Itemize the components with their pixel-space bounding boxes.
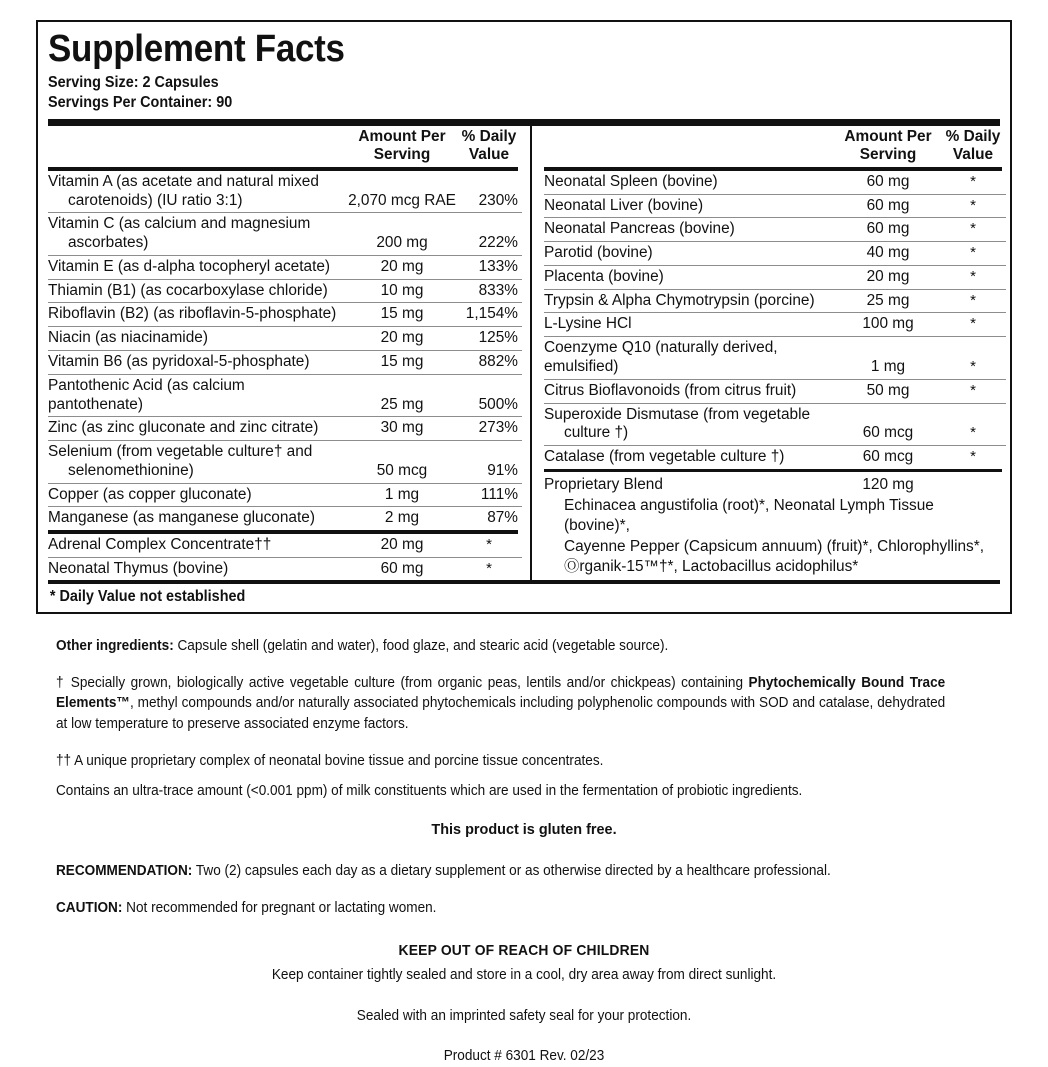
right-nutrient-rows: [544, 171, 1006, 469]
column-divider-space: [532, 126, 544, 581]
table-row: [544, 171, 1006, 194]
nutrient-amount: 20 mg: [866, 267, 910, 285]
table-row: [544, 266, 1006, 289]
storage-instructions: Keep container tightly sealed and store in a cool, dry area away from direct sunlight.: [271, 966, 777, 983]
footnotes-section: [56, 636, 992, 1067]
right-nutrient-column: [544, 126, 1002, 581]
nutrient-amount: 50 mcg: [376, 461, 428, 479]
caution-label: CAUTION:: [56, 900, 123, 917]
dagger-bold-term: Phytochemically Bound Trace Elements™: [56, 674, 946, 712]
nutrient-name: Vitamin E (as d-alpha tocopheryl acetate): [48, 257, 331, 275]
nutrient-amount: 10 mg: [380, 281, 424, 299]
table-row: [544, 290, 1006, 313]
proprietary-blend-name: Proprietary Blend: [544, 476, 663, 494]
left-nutrient-column: [48, 126, 518, 581]
gluten-free-statement: This product is gluten free.: [431, 821, 617, 839]
nutrient-amount: 2 mg: [384, 509, 420, 527]
nutrient-name: Coenzyme Q10 (naturally derived, emulsified): [544, 339, 778, 375]
other-ingredients-text: Capsule shell (gelatin and water), food glaze, and stearic acid (vegetable source).: [173, 638, 669, 654]
table-row: [48, 484, 522, 507]
nutrient-name: Zinc (as zinc gluconate and zinc citrate): [48, 419, 319, 437]
nutrient-daily-value: *: [970, 196, 976, 214]
nutrient-daily-value: 125%: [478, 329, 518, 347]
milk-note: Contains an ultra-trace amount (<0.001 ppm) of milk constituents which are used in the fermentation of probiotic ingredients.: [56, 782, 803, 799]
caution: [56, 898, 945, 919]
serving-size: Serving Size: 2 Capsules: [48, 73, 219, 91]
table-row: [48, 327, 522, 350]
table-row: [48, 171, 522, 213]
table-row: [48, 213, 522, 255]
nutrient-amount: 2,070 mcg RAE: [348, 191, 456, 209]
product-revision: Product # 6301 Rev. 02/23: [443, 1048, 605, 1065]
table-row: [544, 404, 1006, 446]
recommendation: [56, 861, 945, 882]
nutrient-name: Neonatal Spleen (bovine): [544, 172, 718, 190]
nutrient-name: Copper (as copper gluconate): [48, 485, 252, 503]
nutrient-amount: 25 mg: [866, 291, 910, 309]
nutrient-amount: 100 mg: [862, 315, 914, 333]
nutrient-daily-value: *: [486, 535, 492, 553]
recommendation-label: RECOMMENDATION:: [56, 863, 193, 880]
dagger-text-part2: , methyl compounds and/or naturally associated phytochemicals including polyphenolic compounds with SOD and catalase, dehydrated at low temperature to preserve associated enzyme factors.: [56, 695, 946, 733]
double-dagger-footnote: †† A unique proprietary complex of neonatal bovine tissue and porcine tissue concentrates.: [56, 752, 604, 769]
proprietary-blend-amount: 120 mg: [862, 476, 914, 494]
nutrient-name: Niacin (as niacinamide): [48, 329, 208, 347]
nutrient-daily-value: *: [970, 381, 976, 399]
right-header-amount: Amount Per Serving: [844, 127, 932, 164]
table-row: [48, 351, 522, 374]
table-row: [48, 417, 522, 440]
nutrient-amount: 60 mcg: [862, 424, 914, 442]
nutrient-amount: 15 mg: [380, 305, 424, 323]
table-row: [544, 446, 1006, 469]
other-ingredients: [56, 636, 945, 657]
table-row: [544, 380, 1006, 403]
nutrient-name: Riboflavin (B2) (as riboflavin-5-phosphate): [48, 305, 337, 323]
table-row: [48, 280, 522, 303]
right-nutrient-table: [544, 126, 1002, 168]
nutrient-daily-value: *: [970, 424, 976, 442]
nutrient-name: Superoxide Dismutase (from vegetable culture †): [544, 405, 811, 442]
nutrient-amount: 60 mg: [866, 196, 910, 214]
table-row: [48, 256, 522, 279]
blend-line-1: Echinacea angustifolia (root)*, Neonatal Lymph Tissue (bovine)*,: [564, 496, 934, 535]
nutrient-daily-value: 87%: [487, 509, 518, 527]
keep-out-of-reach: KEEP OUT OF REACH OF CHILDREN: [398, 942, 650, 959]
nutrient-daily-value: 222%: [478, 234, 518, 252]
nutrient-amount: 20 mg: [380, 535, 424, 553]
nutrient-name: Vitamin A (as acetate and natural mixed carotenoids) (IU ratio 3:1): [48, 172, 319, 209]
right-header-blank: [544, 126, 832, 168]
left-nutrient-table: [48, 126, 518, 168]
nutrient-daily-value: 500%: [478, 395, 518, 413]
nutrient-daily-value: 111%: [480, 485, 518, 503]
proprietary-blend-header: [544, 475, 1002, 495]
table-row: [48, 375, 522, 417]
nutrient-daily-value: *: [970, 315, 976, 333]
nutrient-daily-value: *: [486, 559, 492, 577]
left-header-amount: Amount Per Serving: [358, 127, 446, 164]
table-row: [48, 558, 522, 581]
nutrient-amount: 60 mg: [866, 220, 910, 238]
nutrient-daily-value: 230%: [478, 191, 518, 209]
servings-per-container: Servings Per Container: 90: [48, 94, 233, 112]
table-row: [48, 534, 522, 557]
nutrient-amount: 60 mg: [380, 559, 424, 577]
nutrient-amount: 60 mcg: [862, 448, 914, 466]
nutrient-name: Pantothenic Acid (as calcium pantothenate): [48, 376, 245, 413]
nutrient-daily-value: 882%: [478, 352, 518, 370]
nutrient-amount: 60 mg: [866, 172, 910, 190]
nutrient-amount: 25 mg: [380, 395, 424, 413]
nutrient-name: Vitamin C (as calcium and magnesium ascorbates): [48, 215, 311, 252]
nutrient-name: Catalase (from vegetable culture †): [544, 448, 785, 466]
table-row: [48, 441, 522, 483]
caution-text: Not recommended for pregnant or lactating women.: [122, 900, 437, 917]
nutrient-daily-value: 91%: [487, 461, 518, 479]
nutrient-name: Thiamin (B1) (as cocarboxylase chloride): [48, 281, 328, 299]
nutrient-amount: 1 mg: [384, 485, 420, 503]
nutrient-amount: 1 mg: [870, 357, 906, 375]
dagger-text-part1: † Specially grown, biologically active vegetable culture (from organic peas, lentils and/or chickpeas) containing: [56, 674, 749, 691]
right-header-daily-value: % Daily Value: [945, 127, 1001, 164]
left-header-blank: [48, 126, 344, 168]
left-nutrient-rows-secondary: [48, 534, 522, 581]
nutrient-name: Trypsin & Alpha Chymotrypsin (porcine): [544, 291, 815, 309]
nutrient-daily-value: *: [970, 267, 976, 285]
table-row: [48, 303, 522, 326]
nutrient-amount: 15 mg: [380, 352, 424, 370]
table-row: [544, 313, 1006, 336]
table-row: [544, 337, 1006, 379]
daily-value-note: * Daily Value not established: [49, 587, 246, 605]
blend-line-3: Ⓞrganik-15™†*, Lactobacillus acidophilus*: [564, 558, 859, 576]
nutrient-name: Vitamin B6 (as pyridoxal-5-phosphate): [48, 352, 310, 370]
nutrient-daily-value: *: [970, 291, 976, 309]
nutrient-name: Neonatal Pancreas (bovine): [544, 220, 735, 238]
right-column-headers: [544, 126, 1002, 168]
table-row: [544, 242, 1006, 265]
nutrient-daily-value: *: [970, 220, 976, 238]
column-divider: [518, 126, 532, 581]
nutrient-name: Placenta (bovine): [544, 267, 664, 285]
nutrient-name: Manganese (as manganese gluconate): [48, 509, 315, 527]
proprietary-blend: [544, 472, 1002, 579]
nutrient-amount: 40 mg: [866, 244, 910, 262]
rule-below-serving: [48, 119, 1000, 126]
blend-line-2: Cayenne Pepper (Capsicum annuum) (fruit)*, Chlorophyllins*,: [564, 537, 985, 555]
nutrient-daily-value: *: [970, 448, 976, 466]
nutrient-amount: 200 mg: [376, 234, 428, 252]
nutrient-name: Parotid (bovine): [544, 244, 653, 262]
left-header-daily-value: % Daily Value: [461, 127, 517, 164]
nutrient-amount: 30 mg: [380, 419, 424, 437]
panel-title: Supplement Facts: [48, 28, 345, 70]
nutrient-name: Adrenal Complex Concentrate††: [48, 535, 272, 553]
nutrient-name: L-Lysine HCl: [544, 315, 632, 333]
left-nutrient-rows: [48, 171, 522, 531]
nutrient-columns: [48, 126, 1000, 581]
safety-seal-note: Sealed with an imprinted safety seal for your protection.: [356, 1007, 692, 1024]
recommendation-text: Two (2) capsules each day as a dietary supplement or as otherwise directed by a healthcare professional.: [192, 863, 831, 880]
nutrient-daily-value: 833%: [478, 281, 518, 299]
nutrient-amount: 50 mg: [866, 381, 910, 399]
nutrient-name: Selenium (from vegetable culture† and selenomethionine): [48, 443, 313, 479]
table-row: [544, 195, 1006, 218]
nutrient-daily-value: *: [970, 172, 976, 190]
proprietary-blend-ingredients: [544, 496, 1002, 578]
left-column-headers: [48, 126, 518, 168]
nutrient-daily-value: 133%: [478, 257, 518, 275]
table-row: [544, 218, 1006, 241]
nutrient-daily-value: 1,154%: [465, 305, 518, 323]
table-row: [48, 507, 522, 530]
nutrient-amount: 20 mg: [380, 257, 424, 275]
nutrient-amount: 20 mg: [380, 329, 424, 347]
dagger-footnote: [56, 673, 945, 735]
nutrient-daily-value: 273%: [478, 419, 518, 437]
supplement-facts-panel: [36, 20, 1012, 614]
nutrient-daily-value: *: [970, 244, 976, 262]
nutrient-daily-value: *: [970, 357, 976, 375]
nutrient-name: Neonatal Thymus (bovine): [48, 559, 229, 577]
nutrient-name: Citrus Bioflavonoids (from citrus fruit): [544, 381, 797, 399]
other-ingredients-label: Other ingredients:: [56, 638, 174, 654]
nutrient-name: Neonatal Liver (bovine): [544, 196, 704, 214]
